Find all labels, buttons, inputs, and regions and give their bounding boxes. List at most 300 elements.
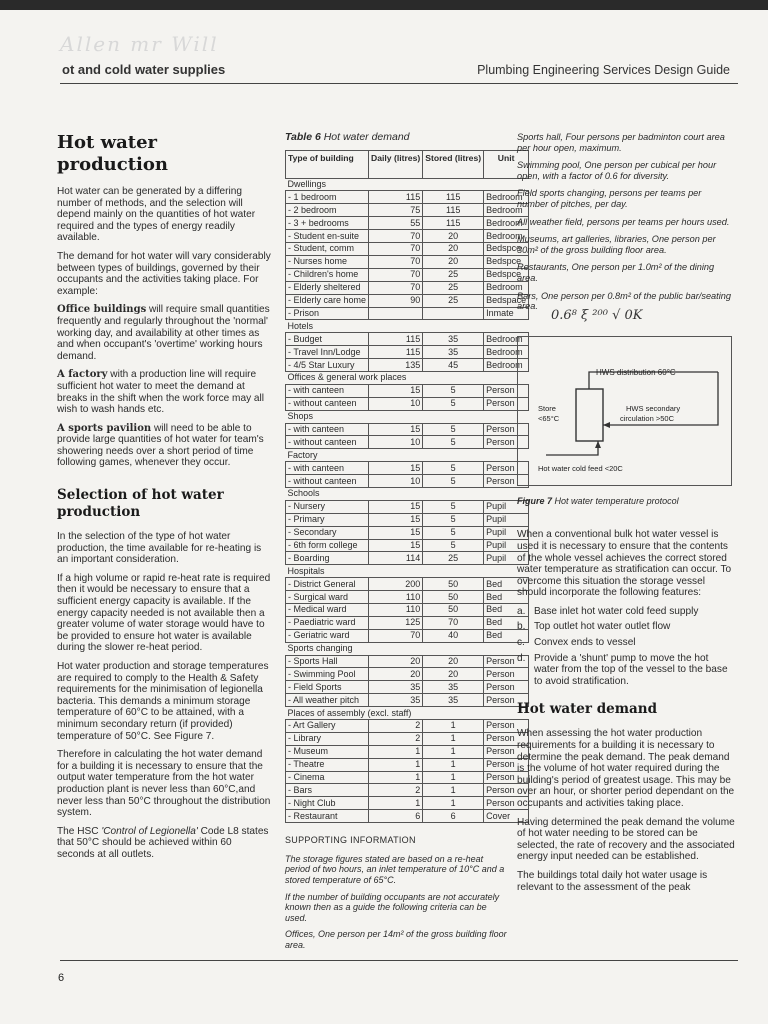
occupancy-criterion: Field sports changing, persons per teams per number of pitches, per day.: [517, 188, 702, 209]
column-header: Daily (litres): [369, 150, 423, 178]
stored-litres-cell: 6: [423, 810, 484, 823]
occupancy-criterion: All weather field, persons per teams per hours used.: [517, 216, 730, 227]
run-in-heading: Office buildings: [57, 304, 147, 316]
unit-cell: Person: [484, 397, 529, 410]
paragraph: Hot water production and storage temperatures are required to comply to the Health & Safety requirements for the minimisation of legionella bacteria. This demands a minimum storage temperature of 60°C to be attained, with a minimum secondary return (if provided) temperature of 50°C. See Figure 7.: [57, 661, 269, 742]
table-row: [286, 513, 529, 526]
unit-cell: Person: [484, 732, 529, 745]
supporting-note: Offices, One person per 14m² of the gross building floor area.: [285, 929, 507, 950]
unit-cell: Person: [484, 436, 529, 449]
group-label: Dwellings: [286, 178, 529, 191]
table-row: [286, 694, 529, 707]
building-type-cell: - Prison: [286, 307, 369, 320]
daily-litres-cell: 70: [369, 281, 423, 294]
label-cold-feed: Hot water cold feed <20C: [538, 463, 623, 473]
unit-cell: Person: [484, 758, 529, 771]
figure-title: Hot water temperature protocol: [554, 495, 679, 506]
left-column: [57, 132, 272, 868]
return-arrow-icon: [603, 422, 610, 428]
building-type-cell: - Boarding: [286, 552, 369, 565]
label-hws-secondary: HWS secondary: [626, 403, 681, 413]
unit-cell: Bedroom: [484, 359, 529, 372]
daily-litres-cell: 1: [369, 745, 423, 758]
building-type-cell: - Surgical ward: [286, 591, 369, 604]
building-type-cell: - Swimming Pool: [286, 668, 369, 681]
building-type-cell: - Student en-suite: [286, 230, 369, 243]
building-type-cell: - Restaurant: [286, 810, 369, 823]
building-type-cell: - Sports Hall: [286, 655, 369, 668]
table-row: [286, 655, 529, 668]
table-title: Hot water demand: [323, 131, 410, 143]
stored-litres-cell: 35: [423, 694, 484, 707]
table-caption: [285, 132, 507, 144]
handwritten-annotation: 0.6⁸ ξ ²⁰⁰ √ 0K: [551, 307, 643, 323]
features-list: [517, 606, 735, 688]
daily-litres-cell: 1: [369, 771, 423, 784]
section-title-hot-water-production: Hot water production: [57, 132, 168, 175]
paragraph: When a conventional bulk hot water vessel is used it is necessary to ensure that the contents of the whole vessel achieves the correct stored water temperature as stratification can occur. To overcome this situation the storage vessel should incorporate the following features:: [517, 529, 732, 599]
list-letter: c.: [517, 637, 525, 649]
unit-cell: Bedroom: [484, 191, 529, 204]
stored-litres-cell: 20: [423, 655, 484, 668]
unit-cell: Bedspce: [484, 243, 529, 256]
occupancy-criterion: Restaurants, One person per 1.0m² of the dining area.: [517, 262, 715, 283]
table-row: [286, 732, 529, 745]
daily-litres-cell: 135: [369, 359, 423, 372]
paragraph: Hot water can be generated by a differing number of methods, and the selection will depend mainly on the quantities of hot water required and the types of energy readily available.: [57, 186, 256, 244]
unit-cell: Person: [484, 720, 529, 733]
daily-litres-cell: 20: [369, 668, 423, 681]
building-type-cell: - Children's home: [286, 268, 369, 281]
table-row: [286, 552, 529, 565]
table-row: [286, 281, 529, 294]
unit-cell: Person: [484, 423, 529, 436]
stored-litres-cell: 5: [423, 513, 484, 526]
daily-litres-cell: 90: [369, 294, 423, 307]
unit-cell: Bed: [484, 603, 529, 616]
table-row: [286, 243, 529, 256]
table-row: [286, 681, 529, 694]
group-label: Schools: [286, 487, 529, 500]
building-type-cell: - Medical ward: [286, 603, 369, 616]
unit-cell: Person: [484, 771, 529, 784]
stored-litres-cell: 115: [423, 204, 484, 217]
table-row: [286, 784, 529, 797]
daily-litres-cell: 2: [369, 732, 423, 745]
building-type-cell: - without canteen: [286, 436, 369, 449]
stored-litres-cell: 20: [423, 243, 484, 256]
stored-litres-cell: 40: [423, 629, 484, 642]
stored-litres-cell: 35: [423, 346, 484, 359]
daily-litres-cell: 115: [369, 346, 423, 359]
paragraph: The buildings total daily hot water usage is relevant to the assessment of the peak: [517, 869, 708, 893]
supporting-note: If the number of building occupants are not accurately known then as a guide the following criteria can be used.: [285, 891, 500, 923]
stored-litres-cell: 25: [423, 281, 484, 294]
unit-cell: Bedspce: [484, 268, 529, 281]
stored-litres-cell: 5: [423, 475, 484, 488]
daily-litres-cell: 70: [369, 255, 423, 268]
running-header-section: ot and cold water supplies: [62, 62, 226, 77]
unit-cell: Bedspace: [484, 294, 529, 307]
paragraph: If a high volume or rapid re-heat rate is required then it would be necessary to ensure that a sufficient energy capacity is available. If the energy capacity needed is not available then a greater volume of water storage would have to be provided to ensure hot water is available during the slower re-heat period.: [57, 572, 271, 654]
daily-litres-cell: 70: [369, 268, 423, 281]
table-number: Table 6: [285, 131, 321, 143]
table-row: [286, 668, 529, 681]
unit-cell: Bed: [484, 616, 529, 629]
table-row: [286, 436, 529, 449]
stored-litres-cell: 1: [423, 720, 484, 733]
daily-litres-cell: 35: [369, 694, 423, 707]
unit-cell: Pupil: [484, 526, 529, 539]
stratification-text: [517, 529, 735, 893]
table-row: [286, 810, 529, 823]
daily-litres-cell: 70: [369, 629, 423, 642]
section-title-hot-water-demand: Hot water demand: [517, 701, 658, 718]
figure-7-diagram: [517, 336, 732, 486]
table-row: [286, 346, 529, 359]
table-group-row: [286, 178, 529, 191]
unit-cell: Person: [484, 797, 529, 810]
label-store: Store: [538, 403, 556, 413]
daily-litres-cell: 70: [369, 230, 423, 243]
stored-litres-cell: [423, 307, 484, 320]
unit-cell: Person: [484, 745, 529, 758]
paragraph-factory: [57, 369, 272, 415]
table-row: [286, 333, 529, 346]
supporting-note: The storage figures stated are based on a re-heat period of two hours, an inlet temperature of 10°C and a stored temperature of 65°C.: [285, 853, 505, 885]
table-header-row: [286, 150, 529, 178]
column-header: Type of building: [286, 150, 369, 178]
table-row: [286, 230, 529, 243]
table-row: [286, 603, 529, 616]
unit-cell: Pupil: [484, 539, 529, 552]
building-type-cell: - Secondary: [286, 526, 369, 539]
stored-litres-cell: 50: [423, 603, 484, 616]
table-group-row: [286, 565, 529, 578]
table-row: [286, 217, 529, 230]
handwritten-note: Allen mr Will: [60, 32, 219, 56]
footer-rule: [60, 960, 738, 961]
unit-cell: Bedroom: [484, 333, 529, 346]
unit-cell: Bedroom: [484, 230, 529, 243]
run-in-heading: A sports pavilion: [57, 422, 152, 434]
daily-litres-cell: 15: [369, 500, 423, 513]
building-type-cell: - Nursery: [286, 500, 369, 513]
daily-litres-cell: 1: [369, 797, 423, 810]
table-row: [286, 578, 529, 591]
occupancy-criterion: Museums, art galleries, libraries, One person per 30m² of the gross building floor area.: [517, 234, 716, 255]
temperature-protocol-schematic: [518, 337, 733, 487]
table-row: [286, 500, 529, 513]
paragraph-sports: [57, 423, 272, 469]
stored-litres-cell: 1: [423, 784, 484, 797]
occupancy-criterion: Sports hall, Four persons per badminton court area per hour open, maximum.: [517, 132, 725, 153]
building-type-cell: - Cinema: [286, 771, 369, 784]
unit-cell: Person: [484, 384, 529, 397]
daily-litres-cell: 15: [369, 384, 423, 397]
table-row: [286, 475, 529, 488]
unit-cell: Person: [484, 694, 529, 707]
unit-cell: Bedroom: [484, 281, 529, 294]
table-row: [286, 359, 529, 372]
stored-litres-cell: 1: [423, 797, 484, 810]
building-type-cell: - Theatre: [286, 758, 369, 771]
building-type-cell: - 2 bedroom: [286, 204, 369, 217]
supporting-heading: SUPPORTING INFORMATION: [285, 835, 416, 846]
building-type-cell: - with canteen: [286, 462, 369, 475]
list-text: Convex ends to vessel: [534, 637, 636, 649]
daily-litres-cell: 15: [369, 462, 423, 475]
building-type-cell: - Budget: [286, 333, 369, 346]
stored-litres-cell: 5: [423, 462, 484, 475]
stored-litres-cell: 70: [423, 616, 484, 629]
building-type-cell: - Student, comm: [286, 243, 369, 256]
stored-litres-cell: 50: [423, 591, 484, 604]
building-type-cell: - 1 bedroom: [286, 191, 369, 204]
unit-cell: Pupil: [484, 513, 529, 526]
unit-cell: Bedroom: [484, 204, 529, 217]
building-type-cell: - 6th form college: [286, 539, 369, 552]
table-row: [286, 204, 529, 217]
daily-litres-cell: 55: [369, 217, 423, 230]
unit-cell: Bed: [484, 591, 529, 604]
stored-litres-cell: 50: [423, 578, 484, 591]
group-label: Places of assembly (excl. staff): [286, 707, 529, 720]
unit-cell: Bedspce: [484, 255, 529, 268]
paragraph-text: with a production line will require sufficient hot water to meet the demand at breaks in the shift when the work force may all wish to wash hands etc.: [57, 369, 265, 416]
daily-litres-cell: 114: [369, 552, 423, 565]
stored-litres-cell: 5: [423, 500, 484, 513]
label-secondary-circulation: circulation >50C: [620, 413, 674, 423]
paragraph: Therefore in calculating the hot water demand for a building it is necessary to ensure that the output water temperature from the hot water production plant is never less than 60°C,and never less than 50°C throughout the distribution system.: [57, 749, 271, 819]
stored-litres-cell: 1: [423, 732, 484, 745]
table-row: [286, 423, 529, 436]
building-type-cell: - Elderly care home: [286, 294, 369, 307]
table-group-row: [286, 410, 529, 423]
building-type-cell: - with canteen: [286, 423, 369, 436]
table-row: [286, 758, 529, 771]
stored-litres-cell: 1: [423, 771, 484, 784]
table-group-row: [286, 449, 529, 462]
daily-litres-cell: 15: [369, 539, 423, 552]
paragraph: Having determined the peak demand the volume of hot water needing to be stored can be selected, the rate of recovery and the associated energy input needed can be established.: [517, 816, 735, 863]
unit-cell: Person: [484, 784, 529, 797]
table-row: [286, 462, 529, 475]
daily-litres-cell: [369, 307, 423, 320]
hot-water-demand-table: [285, 150, 529, 824]
stored-litres-cell: 5: [423, 397, 484, 410]
daily-litres-cell: 110: [369, 591, 423, 604]
daily-litres-cell: 15: [369, 423, 423, 436]
list-item: [517, 653, 735, 688]
unit-cell: Person: [484, 462, 529, 475]
group-label: Offices & general work places: [286, 371, 529, 384]
building-type-cell: - Primary: [286, 513, 369, 526]
unit-cell: Cover: [484, 810, 529, 823]
building-type-cell: - Art Gallery: [286, 720, 369, 733]
unit-cell: Person: [484, 475, 529, 488]
stored-litres-cell: 1: [423, 745, 484, 758]
list-letter: b.: [517, 621, 526, 633]
table-group-row: [286, 707, 529, 720]
daily-litres-cell: 10: [369, 475, 423, 488]
section-title-selection: Selection of hot water production: [57, 487, 224, 521]
unit-cell: Person: [484, 681, 529, 694]
table-row: [286, 720, 529, 733]
daily-litres-cell: 10: [369, 436, 423, 449]
building-type-cell: - Elderly sheltered: [286, 281, 369, 294]
table-row: [286, 397, 529, 410]
paragraph-hsc: [57, 826, 272, 861]
stored-litres-cell: 5: [423, 539, 484, 552]
daily-litres-cell: 75: [369, 204, 423, 217]
stored-litres-cell: 25: [423, 294, 484, 307]
stored-litres-cell: 5: [423, 526, 484, 539]
unit-cell: Person: [484, 668, 529, 681]
building-type-cell: - All weather pitch: [286, 694, 369, 707]
paragraph: The demand for hot water will vary considerably between types of buildings, governed by their occupants and the activities taking place. For example:: [57, 250, 271, 297]
building-type-cell: - without canteen: [286, 397, 369, 410]
stored-litres-cell: 1: [423, 758, 484, 771]
list-text: Provide a 'shunt' pump to move the hot water from the top of the vessel to the base to avoid stratification.: [534, 652, 728, 687]
daily-litres-cell: 2: [369, 784, 423, 797]
building-type-cell: - Museum: [286, 745, 369, 758]
daily-litres-cell: 2: [369, 720, 423, 733]
unit-cell: Bed: [484, 629, 529, 642]
paragraph: When assessing the hot water production requirements for a building it is necessary to determine the peak demand. The peak demand is the volume of hot water required during the building's period of greatest usage. This may be over an hour, or shorter period dependant on the occupants and activities taking place.: [517, 728, 735, 809]
unit-cell: Inmate: [484, 307, 529, 320]
stored-litres-cell: 5: [423, 423, 484, 436]
daily-litres-cell: 15: [369, 513, 423, 526]
paragraph-text: will need to be able to provide large quantities of hot water for team's showering needs over a short period of time following games, whenever they occur.: [57, 422, 264, 469]
building-type-cell: - Field Sports: [286, 681, 369, 694]
stored-litres-cell: 25: [423, 552, 484, 565]
stored-litres-cell: 115: [423, 217, 484, 230]
daily-litres-cell: 20: [369, 655, 423, 668]
stored-litres-cell: 5: [423, 436, 484, 449]
unit-cell: Person: [484, 655, 529, 668]
daily-litres-cell: 110: [369, 603, 423, 616]
column-header: Unit: [484, 150, 529, 178]
storage-vessel: [576, 389, 603, 441]
stored-litres-cell: 20: [423, 668, 484, 681]
group-label: Hotels: [286, 320, 529, 333]
occupancy-criterion: Swimming pool, One person per cubical per hour open, with a factor of 0.6 for diversity.: [517, 160, 717, 181]
building-type-cell: - Travel Inn/Lodge: [286, 346, 369, 359]
table-row: [286, 268, 529, 281]
run-in-heading: A factory: [57, 369, 108, 381]
middle-column: [285, 131, 527, 956]
building-type-cell: - Nurses home: [286, 255, 369, 268]
table-row: [286, 539, 529, 552]
table-row: [286, 307, 529, 320]
page-number: 6: [58, 972, 65, 984]
table-row: [286, 745, 529, 758]
unit-cell: Pupil: [484, 552, 529, 565]
stored-litres-cell: 35: [423, 333, 484, 346]
table-group-row: [286, 371, 529, 384]
building-type-cell: - 3 + bedrooms: [286, 217, 369, 230]
paragraph-office: [57, 304, 272, 362]
group-label: Shops: [286, 410, 529, 423]
stored-litres-cell: 20: [423, 230, 484, 243]
table-group-row: [286, 642, 529, 655]
building-type-cell: - District General: [286, 578, 369, 591]
list-item: [517, 606, 735, 618]
document-page: [0, 10, 768, 1024]
daily-litres-cell: 1: [369, 758, 423, 771]
table-row: [286, 384, 529, 397]
paragraph: In the selection of the type of hot water production, the time available for re-heating is an important consideration.: [57, 531, 262, 566]
occupancy-criterion: Bars, One person per 0.8m² of the public bar/seating area.: [517, 290, 731, 312]
header-rule: [60, 83, 738, 84]
code-title: 'Control of Legionella': [101, 825, 198, 837]
building-type-cell: - Geriatric ward: [286, 629, 369, 642]
building-type-cell: - Bars: [286, 784, 369, 797]
daily-litres-cell: 200: [369, 578, 423, 591]
list-item: [517, 621, 735, 633]
table-row: [286, 616, 529, 629]
building-type-cell: - with canteen: [286, 384, 369, 397]
table-row: [286, 629, 529, 642]
table-group-row: [286, 487, 529, 500]
daily-litres-cell: 6: [369, 810, 423, 823]
building-type-cell: - 4/5 Star Luxury: [286, 359, 369, 372]
daily-litres-cell: 10: [369, 397, 423, 410]
group-label: Factory: [286, 449, 529, 462]
daily-litres-cell: 70: [369, 243, 423, 256]
cold-feed-arrow-icon: [595, 441, 601, 448]
daily-litres-cell: 115: [369, 333, 423, 346]
table-row: [286, 191, 529, 204]
figure-caption: [517, 496, 735, 508]
group-label: Sports changing: [286, 642, 529, 655]
stored-litres-cell: 5: [423, 384, 484, 397]
table-row: [286, 771, 529, 784]
building-type-cell: - Library: [286, 732, 369, 745]
daily-litres-cell: 125: [369, 616, 423, 629]
group-label: Hospitals: [286, 565, 529, 578]
list-text: Top outlet hot water outlet flow: [534, 621, 671, 633]
supporting-information: [285, 835, 507, 950]
label-hws-distribution: HWS distribution 60°C: [596, 367, 676, 377]
daily-litres-cell: 115: [369, 191, 423, 204]
stored-litres-cell: 20: [423, 255, 484, 268]
table-row: [286, 591, 529, 604]
list-item: [517, 637, 735, 649]
table-row: [286, 294, 529, 307]
building-type-cell: - Night Club: [286, 797, 369, 810]
unit-cell: Bedroom: [484, 346, 529, 359]
list-letter: d.: [517, 652, 526, 664]
label-store-temp: <65°C: [538, 413, 560, 423]
list-letter: a.: [517, 605, 526, 617]
paragraph-text: will require small quantities frequently and regularly throughout the 'normal' working day, and availability at other times as and when occupant's 'overtime' working hours demand.: [57, 304, 270, 362]
unit-cell: Pupil: [484, 500, 529, 513]
daily-litres-cell: 15: [369, 526, 423, 539]
table-row: [286, 797, 529, 810]
paragraph-text: The HSC: [57, 825, 102, 837]
table-row: [286, 526, 529, 539]
running-header-book: Plumbing Engineering Services Design Guide: [477, 63, 730, 77]
list-text: Base inlet hot water cold feed supply: [534, 605, 699, 617]
unit-cell: Bed: [484, 578, 529, 591]
building-type-cell: - without canteen: [286, 475, 369, 488]
paragraph-text: Code L8 states that 50°C should be achieved within 60 seconds at all outlets.: [57, 825, 269, 860]
daily-litres-cell: 35: [369, 681, 423, 694]
table-row: [286, 255, 529, 268]
stored-litres-cell: 115: [423, 191, 484, 204]
